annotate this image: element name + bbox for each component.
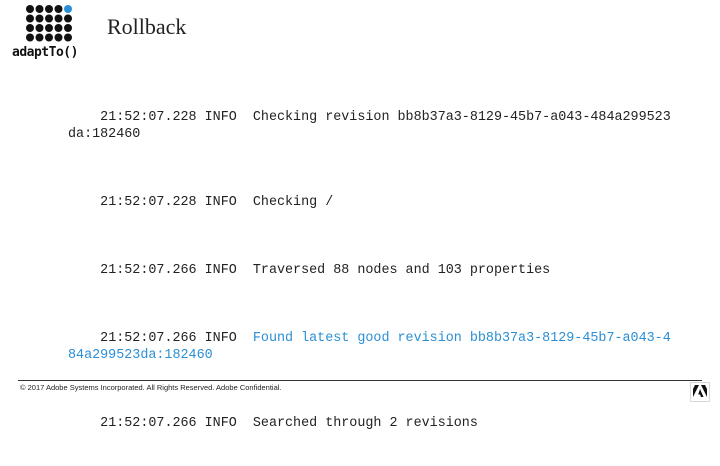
- log-level: INFO: [204, 110, 237, 125]
- log-message: Traversed 88 nodes and 103 properties: [252, 263, 551, 278]
- footer-copyright: © 2017 Adobe Systems Incorporated. All Rights Reserved. Adobe Confidential.: [20, 383, 282, 392]
- logo-dot: [26, 5, 34, 13]
- logo-dot: [36, 5, 44, 13]
- log-entry: [68, 313, 678, 381]
- log-output: [68, 92, 678, 466]
- log-level: INFO: [204, 331, 237, 346]
- log-entry: [68, 177, 678, 228]
- logo-dot: [36, 34, 44, 42]
- logo-dot: [55, 15, 63, 23]
- logo-dot: [45, 24, 53, 32]
- slide-title: Rollback: [107, 14, 187, 39]
- logo-dot: [55, 34, 63, 42]
- log-level: INFO: [204, 195, 237, 210]
- log-message: Checking /: [252, 195, 334, 210]
- log-entry: [68, 245, 678, 296]
- adobe-logo-icon: [690, 382, 710, 402]
- log-time: 21:52:07.228: [100, 110, 197, 125]
- adaptto-logo: [10, 4, 80, 62]
- logo-dot: [36, 24, 44, 32]
- log-entry: [68, 398, 678, 449]
- log-time: 21:52:07.266: [100, 331, 197, 346]
- logo-dot: [26, 15, 34, 23]
- log-message-highlight: Found latest good revision bb8b37a3-8129-45b7-a043-484a299523da:182460: [68, 331, 671, 363]
- logo-dot: [45, 15, 53, 23]
- logo-dot: [45, 34, 53, 42]
- logo-dot: [36, 15, 44, 23]
- logo-dot: [64, 34, 72, 42]
- logo-dot: [26, 24, 34, 32]
- log-message: Checking revision bb8b37a3-8129-45b7-a043-484a299523da:182460: [68, 110, 671, 142]
- logo-dot: [55, 5, 63, 13]
- logo-accent-dot: [64, 5, 72, 13]
- log-level: INFO: [204, 263, 237, 278]
- logo-text: adaptTo(): [12, 45, 78, 60]
- logo-dot: [64, 24, 72, 32]
- log-time: 21:52:07.228: [100, 195, 197, 210]
- log-entry: [68, 92, 678, 160]
- footer-divider: [18, 380, 702, 381]
- log-message: Searched through 2 revisions: [252, 416, 478, 431]
- logo-dot: [45, 5, 53, 13]
- logo-dot: [64, 15, 72, 23]
- dot-grid-logo-icon: [25, 4, 73, 44]
- log-level: INFO: [204, 416, 237, 431]
- logo-dot: [55, 24, 63, 32]
- log-time: 21:52:07.266: [100, 416, 197, 431]
- logo-dot: [26, 34, 34, 42]
- log-time: 21:52:07.266: [100, 263, 197, 278]
